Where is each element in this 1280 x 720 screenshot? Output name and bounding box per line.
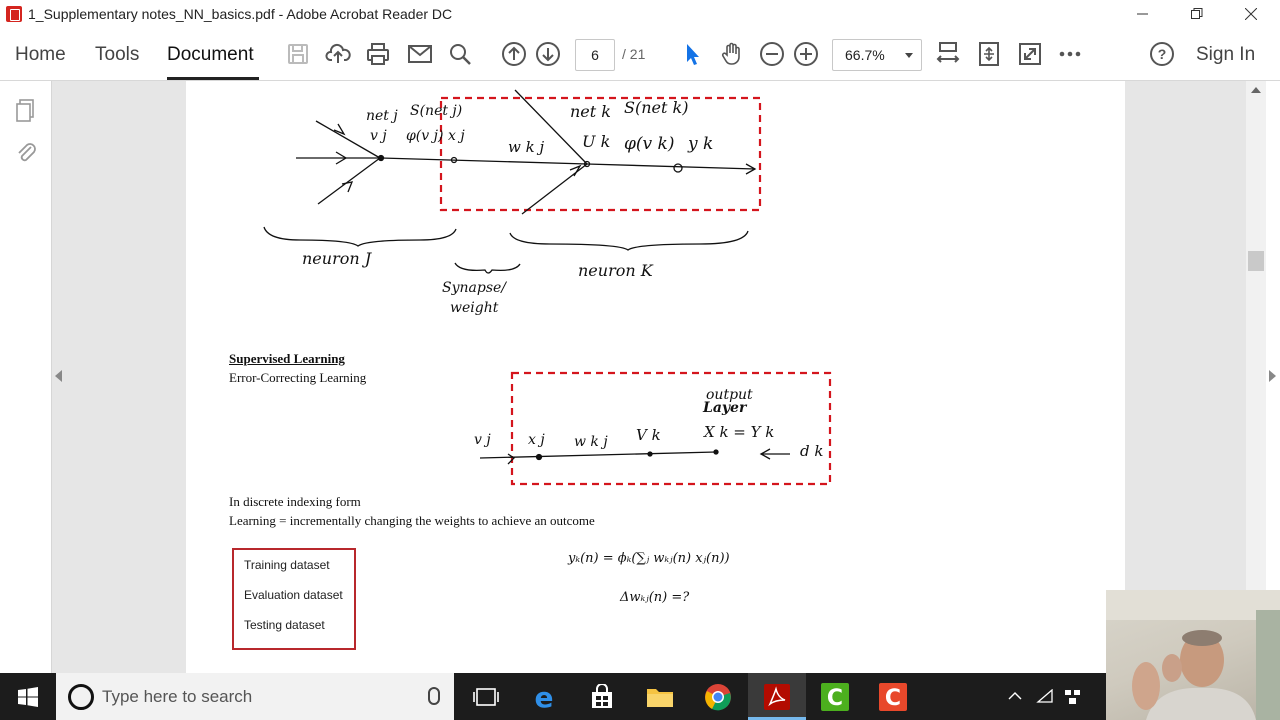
dataset-testing: Testing dataset — [244, 618, 325, 632]
fit-page-icon — [976, 41, 1002, 67]
minimize-button[interactable] — [1116, 0, 1170, 28]
label-u-k: U k — [582, 132, 611, 151]
page-total: / 21 — [622, 46, 646, 62]
mail-icon — [407, 41, 433, 67]
zoom-out-button[interactable] — [758, 40, 786, 68]
expand-right-pane-icon[interactable] — [1269, 370, 1276, 382]
save-button[interactable] — [284, 40, 312, 68]
search-icon — [447, 41, 473, 67]
camtasia-recorder-icon — [820, 682, 850, 712]
label-x-j-2: x j — [528, 432, 545, 448]
window-title: 1_Supplementary notes_NN_basics.pdf - Adobe Acrobat Reader DC — [28, 6, 453, 22]
page-thumbnails-icon[interactable] — [13, 97, 39, 123]
restore-icon — [1191, 8, 1203, 20]
fullscreen-icon — [1017, 41, 1043, 67]
select-tool-button[interactable] — [678, 40, 706, 68]
fit-width-icon — [935, 41, 961, 67]
task-view-button[interactable] — [470, 681, 502, 713]
minimize-icon — [1137, 8, 1149, 20]
attachment-icon[interactable] — [13, 139, 39, 165]
close-icon — [1245, 8, 1257, 20]
zoom-in-icon — [793, 41, 819, 67]
label-v-k-2: V k — [636, 426, 661, 444]
label-v-j-2: v j — [474, 432, 491, 448]
fullscreen-button[interactable] — [1016, 40, 1044, 68]
svg-text:?: ? — [1157, 46, 1167, 62]
text-discrete-indexing: In discrete indexing form — [229, 494, 361, 509]
scroll-thumb[interactable] — [1248, 251, 1264, 271]
help-button[interactable] — [1148, 40, 1176, 68]
page-number-input[interactable]: 6 — [575, 39, 615, 71]
microphone-icon[interactable] — [428, 687, 440, 705]
hand-icon — [719, 41, 745, 67]
task-view-icon — [473, 687, 499, 707]
chevron-down-icon — [905, 53, 913, 58]
zoom-value: 66.7% — [845, 47, 885, 63]
print-button[interactable] — [364, 40, 392, 68]
label-x-j: x j — [448, 128, 465, 144]
label-w-kj-2: w k j — [574, 434, 608, 450]
formula-weight-update: Δwₖⱼ(n) =? — [620, 590, 690, 605]
camtasia-orange-button[interactable] — [877, 681, 909, 713]
vertical-scrollbar[interactable] — [1246, 81, 1266, 673]
save-icon — [285, 41, 311, 67]
search-placeholder: Type here to search — [102, 687, 253, 706]
windows-taskbar — [0, 673, 1280, 720]
folder-icon — [646, 685, 674, 709]
dataset-training: Training dataset — [244, 558, 330, 572]
zoom-out-icon — [759, 41, 785, 67]
label-w-kj: w k j — [508, 138, 545, 156]
upload-button[interactable] — [324, 40, 352, 68]
store-button[interactable] — [586, 681, 618, 713]
dataset-box — [232, 548, 356, 650]
label-net-k: net k — [570, 102, 611, 121]
menu-document[interactable]: Document — [167, 44, 254, 65]
label-s-net-k: S(net k) — [624, 98, 689, 117]
label-s-net-j: S(net j) — [410, 103, 463, 119]
taskbar-search-box[interactable] — [56, 673, 454, 720]
label-net-j: net j — [366, 108, 398, 124]
fit-page-button[interactable] — [975, 40, 1003, 68]
label-neuron-k: neuron K — [578, 261, 653, 280]
network-icon[interactable] — [1064, 689, 1082, 708]
left-navigation-pane — [0, 81, 52, 673]
next-page-button[interactable] — [534, 40, 562, 68]
search-button[interactable] — [446, 40, 474, 68]
more-icon — [1057, 41, 1083, 67]
hand-tool-button[interactable] — [718, 40, 746, 68]
zoom-in-button[interactable] — [792, 40, 820, 68]
arrow-down-icon — [535, 41, 561, 67]
chrome-icon — [704, 683, 732, 711]
menu-home[interactable]: Home — [15, 44, 66, 65]
text-learning-definition: Learning = incrementally changing the weights to achieve an outcome — [229, 513, 595, 528]
file-explorer-button[interactable] — [644, 681, 676, 713]
main-toolbar — [0, 28, 1280, 81]
title-bar — [0, 0, 1280, 28]
webcam-overlay — [1106, 590, 1280, 720]
restore-button[interactable] — [1170, 0, 1224, 28]
tray-chevron-up-icon[interactable] — [1008, 689, 1022, 704]
svg-text:C: C — [826, 686, 844, 711]
label-output: output — [706, 387, 753, 403]
previous-page-button[interactable] — [500, 40, 528, 68]
email-button[interactable] — [406, 40, 434, 68]
label-weight: weight — [450, 300, 499, 316]
label-layer: Layer — [703, 400, 747, 416]
printer-icon — [365, 41, 391, 67]
acrobat-taskbar-button[interactable] — [761, 681, 793, 713]
more-tools-button[interactable] — [1056, 40, 1084, 68]
scroll-up-icon[interactable] — [1251, 87, 1261, 93]
edge-browser-button[interactable] — [528, 681, 560, 713]
fit-width-button[interactable] — [934, 40, 962, 68]
svg-text:e: e — [534, 683, 554, 711]
camtasia-studio-icon — [878, 682, 908, 712]
sign-in-button[interactable]: Sign In — [1196, 44, 1256, 65]
collapse-left-pane-icon[interactable] — [55, 370, 62, 382]
active-tab-indicator — [167, 77, 259, 80]
label-xk-yk: X k = Y k — [704, 423, 775, 441]
help-icon — [1149, 41, 1175, 67]
menu-tools[interactable]: Tools — [95, 44, 140, 65]
camtasia-green-button[interactable] — [819, 681, 851, 713]
label-d-k: d k — [800, 442, 824, 460]
label-synapse: Synapse/ — [442, 280, 507, 296]
label-neuron-j: neuron J — [302, 249, 372, 268]
windows-start-icon[interactable] — [18, 687, 38, 707]
store-icon — [589, 684, 615, 710]
cloud-upload-icon — [325, 41, 351, 67]
formula-output: yₖ(n) = ϕₖ(∑ⱼ wₖⱼ(n) xⱼ(n)) — [568, 551, 730, 566]
close-button[interactable] — [1224, 0, 1278, 28]
dataset-evaluation: Evaluation dataset — [244, 588, 343, 602]
label-y-k: y k — [688, 134, 714, 154]
edge-icon — [530, 683, 558, 711]
svg-text:C: C — [884, 686, 902, 711]
arrow-up-icon — [501, 41, 527, 67]
label-v-j: v j — [370, 128, 387, 144]
acrobat-reader-icon — [763, 683, 791, 711]
cursor-icon — [679, 41, 705, 67]
zoom-select[interactable] — [832, 39, 922, 71]
cortana-icon — [68, 684, 94, 710]
label-phi-v-j: φ(v j) — [406, 128, 444, 144]
acrobat-icon — [6, 6, 22, 22]
label-phi-v-k: φ(v k) — [624, 134, 675, 154]
wifi-icon[interactable] — [1036, 689, 1054, 706]
heading-supervised-learning: Supervised Learning — [229, 351, 345, 366]
subheading-error-correcting: Error-Correcting Learning — [229, 370, 367, 385]
presenter-video — [1106, 590, 1280, 720]
chrome-button[interactable] — [702, 681, 734, 713]
